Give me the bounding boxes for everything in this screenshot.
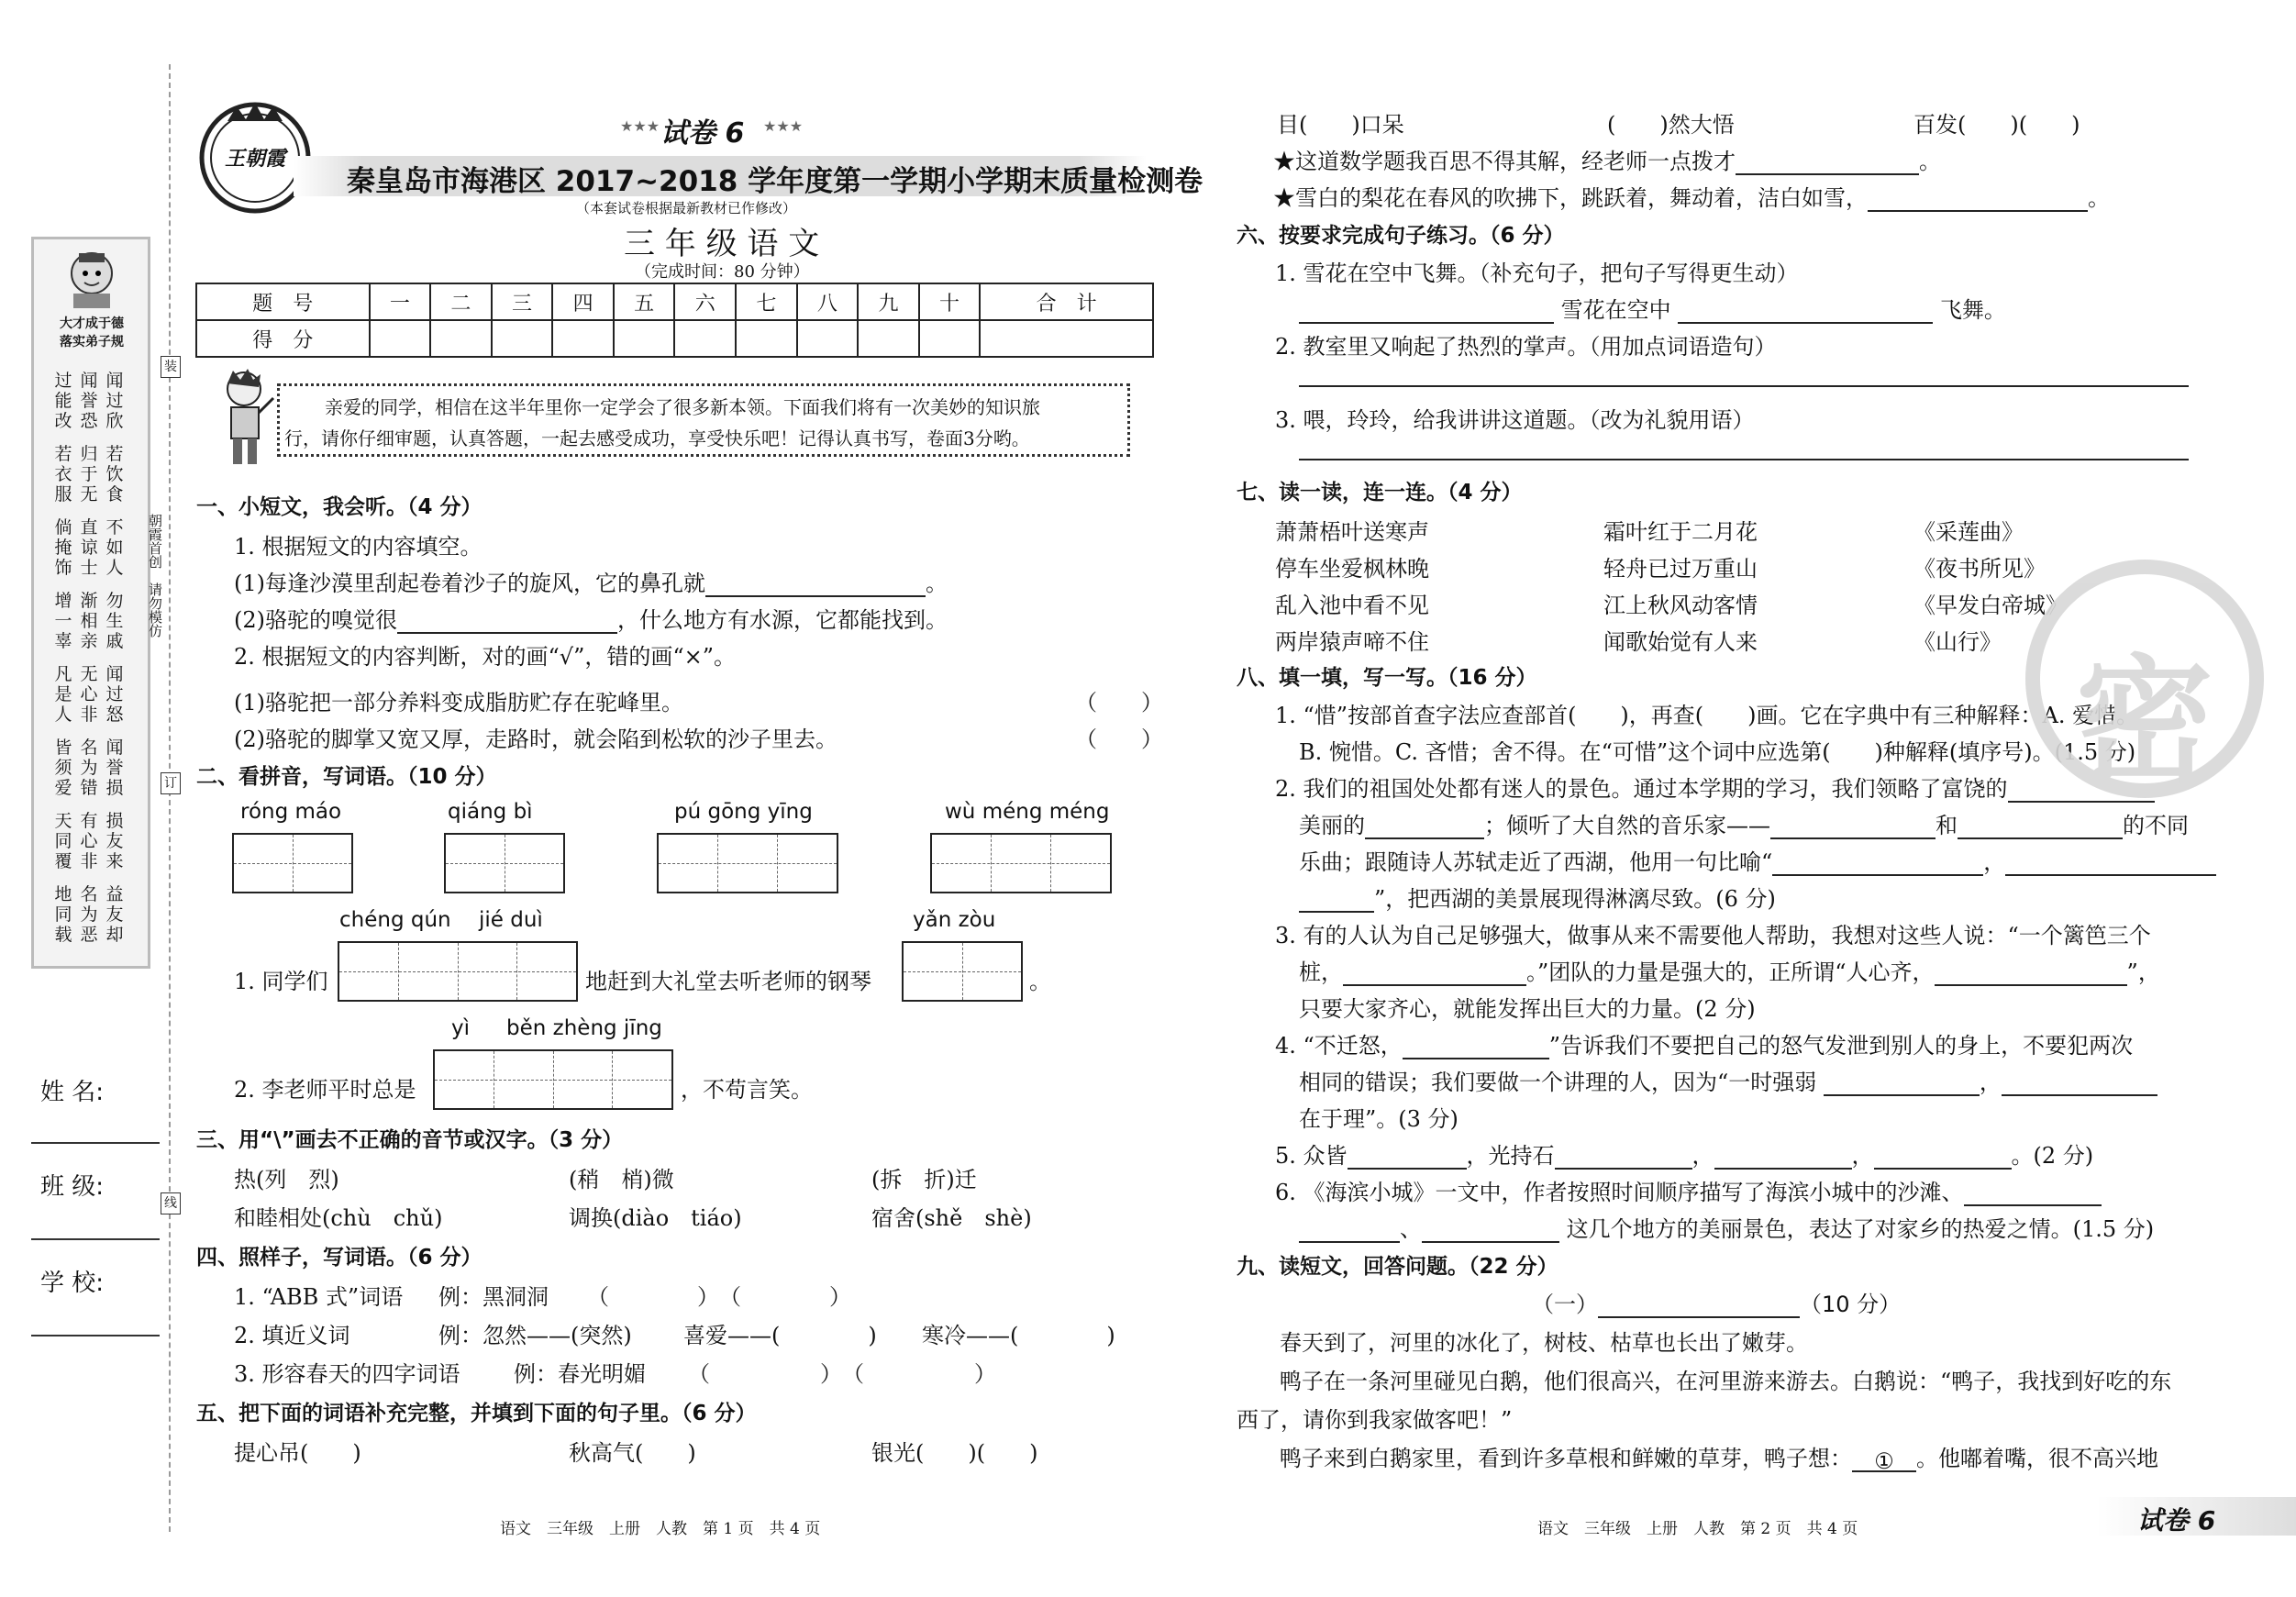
score-header-cell: 题 号 [196, 283, 370, 320]
sidebar-verse: 不如人 [105, 517, 124, 578]
sidebar-verse: 过能改 [54, 371, 72, 431]
school-line[interactable] [31, 1335, 160, 1336]
q8-blank[interactable] [2005, 852, 2216, 876]
q3-item[interactable]: 热(列 烈) [234, 1167, 339, 1192]
exam-title: 秦皇岛市海港区 2017~2018 学年度第一学期小学期末质量检测卷 [347, 165, 1203, 198]
q8-line: B. 惋惜。C. 吝惜；舍不得。在“可惜”这个词中应选第( )种解释(填序号)。(1.5 分) [1299, 739, 2136, 765]
sidebar-verse: 有心非 [80, 811, 98, 871]
q4-row2-label: 2. 填近义词 [234, 1323, 350, 1348]
q8-text: 5. 众皆 [1275, 1143, 1348, 1169]
q9-blank-number: ① [1874, 1448, 1894, 1474]
pinyin: pú gōng yīng [674, 800, 813, 824]
series-label: 试卷 6 [660, 117, 745, 150]
q8-line [1275, 771, 2155, 803]
margin-note-xian: 线 [161, 1192, 181, 1214]
q8-line: 相同的错误；我们要做一个讲理的人，因为“一时强弱 ， [1299, 1064, 2157, 1096]
footer-right: 语文 三年级 上册 人教 第 2 页 共 4 页 [1537, 1520, 1858, 1538]
q7-item[interactable]: 霜叶红于二月花 [1603, 519, 1758, 545]
q1-line-6: (2)骆驼的脚掌又宽又厚，走路时，就会陷到松软的沙子里去。 [234, 726, 837, 752]
q4-row1-label: 1. “ABB 式”词语 [234, 1284, 404, 1310]
school-label: 学 校: [40, 1270, 105, 1297]
score-cell[interactable] [370, 320, 431, 357]
score-table-header-row [196, 283, 1153, 320]
q3-item[interactable]: 宿舍(shě shè) [871, 1205, 1032, 1231]
sidebar-verse: 闻过怒 [105, 664, 124, 725]
q8-text: 桩， [1299, 959, 1343, 985]
q8-line [1275, 1027, 2133, 1059]
q8-text: ”， [2126, 959, 2160, 985]
q9-text: 。他嘟着嘴，很不高兴地 [1916, 1446, 2158, 1471]
q8-line: 只要大家齐心，就能发挥出巨大的力量。(2 分) [1299, 996, 1756, 1022]
q1-line-4: 2. 根据短文的内容判断，对的画“√”，错的画“×”。 [234, 644, 737, 670]
writing-grid[interactable] [657, 833, 838, 893]
q7-item[interactable]: 《早发白帝城》 [1913, 593, 2068, 618]
sidebar-verse: 地同载 [54, 884, 72, 945]
q2-sentence-2-start: 2. 李老师平时总是 [234, 1077, 416, 1103]
q6-line-3: 3. 喂，玲玲，给我讲讲这道题。（改为礼貌用语） [1275, 407, 1755, 433]
score-header-cell: 九 [858, 283, 919, 320]
q8-line: 1. “惜”按部首查字法应查部首( )，再查( )画。它在字典中有三种解释：A. 爱惜。 [1275, 703, 2139, 728]
writing-grid[interactable] [433, 1049, 673, 1110]
q8-line [1299, 954, 2160, 986]
q8-blank[interactable] [1555, 1146, 1692, 1170]
sidebar-verse: 勿生戚 [105, 591, 124, 651]
q1-line-5: (1)骆驼把一部分养料变成脂肪贮存在驼峰里。 [234, 690, 683, 715]
q9-paragraph: 西了，请你到我家做客吧！” [1237, 1407, 1513, 1433]
q1-punct: 。 [926, 571, 948, 596]
q5-word[interactable]: 秋高气( ) [569, 1440, 696, 1466]
q2-sentence-1-start: 1. 同学们 [234, 969, 328, 994]
q5-text: ★这道数学题我百思不得其解，经老师一点拨才 [1273, 149, 1736, 174]
score-header-cell: 一 [370, 283, 431, 320]
footer-tag: 试卷 6 [2137, 1505, 2216, 1536]
q5-word[interactable]: 银光( )( ) [871, 1440, 1038, 1466]
q8-line [1275, 1174, 2102, 1206]
q1-answer-paren[interactable]: （ ） [1075, 726, 1163, 752]
name-label: 姓 名: [40, 1079, 105, 1106]
q8-text: 的不同 [2123, 813, 2189, 838]
q9-paragraph: 春天到了，河里的冰化了，树枝、枯草也长出了嫩芽。 [1280, 1330, 1808, 1356]
q5-punct: 。 [1919, 149, 1941, 174]
q8-text: 2. 我们的祖国处处都有迷人的景色。通过本学期的学习，我们领略了富饶的 [1275, 776, 2008, 802]
q5-text: ★雪白的梨花在春风的吹拂下，跳跃着，舞动着，洁白如雪， [1273, 185, 1868, 211]
q5-word[interactable]: ( )然大悟 [1607, 112, 1735, 138]
q3-item[interactable]: 调换(diào tiáo) [569, 1205, 742, 1231]
sidebar-verse: 若饮食 [105, 444, 124, 505]
q9-title-blank[interactable] [1598, 1294, 1800, 1318]
sidebar-verse: 名为错 [80, 738, 98, 798]
q8-line: 3. 有的人认为自己足够强大，做事从来不需要他人帮助，我想对这些人说：“一个篱笆三个 [1275, 923, 2151, 948]
q8-blank[interactable] [1935, 962, 2127, 986]
q8-text: ”告诉我们不要把自己的怒气发泄到别人的身上，不要犯两次 [1548, 1033, 2134, 1059]
q1-blank[interactable] [397, 610, 617, 634]
margin-note-ding: 订 [161, 772, 181, 794]
q6-line-1: 1. 雪花在空中飞舞。（补充句子，把句子写得更生动） [1275, 261, 1799, 286]
q8-text: ，光持石 [1466, 1143, 1555, 1169]
q8-line: 乐曲；跟随诗人苏轼走近了西湖，他用一句比喻“ ， [1299, 844, 2216, 876]
sidebar-verse: 若衣服 [54, 444, 72, 505]
q4-row2-example: 例：忽然——(突然) [438, 1323, 632, 1348]
q4-title: 四、照样子，写词语。（6 分） [196, 1246, 482, 1270]
q8-blank[interactable] [2002, 1072, 2157, 1096]
q5-blank[interactable] [1868, 188, 2088, 212]
q8-text: 和 [1936, 813, 1958, 838]
q8-line [1299, 881, 1776, 913]
q8-blank[interactable] [1824, 1072, 1980, 1096]
q8-text: 相同的错误；我们要做一个讲理的人，因为“一时强弱 [1299, 1070, 1817, 1095]
q4-row3-example: 例：春光明媚 [514, 1361, 646, 1387]
score-cell[interactable] [736, 320, 797, 357]
q8-blank[interactable] [1964, 1182, 2102, 1206]
q7-item[interactable]: 轻舟已过万重山 [1603, 556, 1758, 582]
q1-line-3 [234, 602, 948, 634]
q9-title: 九、读短文，回答问题。（22 分） [1237, 1255, 1558, 1279]
score-table [195, 283, 1154, 358]
q6-answer-line[interactable] [1299, 459, 2189, 460]
q7-item[interactable]: 两岸猿声啼不住 [1275, 629, 1429, 655]
sidebar-cartoon [46, 246, 138, 310]
q8-blank[interactable] [1874, 1146, 2012, 1170]
pinyin: běn zhèng jīng [506, 1016, 662, 1040]
sidebar-verse: 凡是人 [54, 664, 72, 725]
score-cell[interactable] [430, 320, 492, 357]
q8-blank[interactable] [1299, 889, 1374, 913]
q6-text: 飞舞。 [1939, 297, 2006, 323]
sidebar-motto-2: 落实弟子规 [60, 335, 124, 349]
q8-title: 八、填一填，写一写。（16 分） [1237, 666, 1537, 690]
score-cell[interactable] [552, 320, 614, 357]
q1-text: (2)骆驼的嗅觉很 [234, 607, 397, 633]
q3-title: 三、用“\”画去不正确的音节或汉字。（3 分） [196, 1128, 624, 1152]
q1-text: ，什么地方有水源，它都能找到。 [617, 607, 948, 633]
time-limit: （完成时间：80 分钟） [635, 262, 810, 282]
q8-text: 乐曲；跟随诗人苏轼走近了西湖，他用一句比喻“ [1299, 849, 1773, 875]
q7-item[interactable]: 《采莲曲》 [1913, 519, 2024, 545]
sidebar-verse: 倘掩饰 [54, 517, 72, 578]
q8-blank[interactable] [1299, 1219, 1400, 1243]
logo-text: 王朝霞 [224, 147, 285, 171]
q1-answer-paren[interactable]: （ ） [1075, 690, 1163, 715]
q8-blank[interactable] [1403, 1036, 1549, 1059]
q1-line-2 [234, 565, 948, 597]
intro-line-1: 亲爱的同学，相信在这半年里你一定学会了很多新本领。下面我们将有一次美妙的知识旅 [325, 396, 1040, 418]
left-margin-dashed-line [169, 64, 171, 1532]
score-header-cell: 六 [674, 283, 736, 320]
name-line[interactable] [31, 1142, 160, 1144]
score-header-cell: 三 [492, 283, 553, 320]
q7-item[interactable]: 江上秋风动客情 [1603, 593, 1758, 618]
q6-blank[interactable] [1678, 300, 1933, 324]
q4-row2-answer[interactable]: 寒冷——( ) [922, 1323, 1115, 1348]
score-cell[interactable] [492, 320, 553, 357]
q1-title: 一、小短文，我会听。（4 分） [196, 495, 482, 519]
sidebar-verse: 渐相亲 [80, 591, 98, 651]
q8-blank[interactable] [1422, 1219, 1559, 1243]
q8-text: ；倾听了大自然的音乐家—— [1484, 813, 1770, 838]
q6-line-1-fill [1299, 292, 2006, 324]
q7-item[interactable]: 《夜书所见》 [1913, 556, 2046, 582]
sidebar-verse: 皆须爱 [54, 738, 72, 798]
q5-word[interactable]: 提心吊( ) [234, 1440, 361, 1466]
q8-blank[interactable] [1772, 852, 1983, 876]
q7-item[interactable]: 乱入池中看不见 [1275, 593, 1429, 618]
q2-sentence-1-mid: 地赶到大礼堂去听老师的钢琴 [585, 969, 871, 994]
q3-item[interactable]: (拆 折)迁 [871, 1167, 977, 1192]
q5-word[interactable]: 百发( )( ) [1913, 112, 2080, 138]
q8-text: 美丽的 [1299, 813, 1365, 838]
q7-item[interactable]: 停车坐爱枫林晚 [1275, 556, 1429, 582]
pinyin: róng máo [240, 800, 342, 824]
q7-item[interactable]: 萧萧梧叶送寒声 [1275, 519, 1429, 545]
q7-title: 七、读一读，连一连。（4 分） [1237, 481, 1523, 505]
sidebar-verse: 益友却 [105, 884, 124, 945]
score-label-cell: 得 分 [196, 320, 370, 357]
score-cell[interactable] [614, 320, 675, 357]
q6-answer-line[interactable] [1299, 385, 2189, 387]
series-stars-left: ★★★ [620, 117, 660, 135]
q8-blank[interactable] [1365, 815, 1484, 839]
q4-row3-label: 3. 形容春天的四字词语 [234, 1361, 460, 1387]
sidebar-verse: 损友来 [105, 811, 124, 871]
q8-blank[interactable] [1958, 815, 2123, 839]
q1-text: (1)每逢沙漠里刮起卷着沙子的旋风，它的鼻孔就 [234, 571, 705, 596]
score-header-cell: 二 [430, 283, 492, 320]
q8-text: (2 分) [2033, 1143, 2094, 1169]
sidebar-verse: 直谅士 [80, 517, 98, 578]
q8-blank[interactable] [1770, 815, 1936, 839]
q2-sentence-1-end: 。 [1029, 969, 1051, 994]
pinyin: qiáng bì [448, 800, 533, 824]
q5-sentence-2 [1273, 180, 2110, 212]
q8-text: ”，把西湖的美景展现得淋漓尽致。(6 分) [1374, 886, 1776, 912]
q3-item[interactable]: (稍 梢)微 [569, 1167, 674, 1192]
sidebar-verse: 名为恶 [80, 884, 98, 945]
writing-grid[interactable] [444, 833, 565, 893]
class-label: 班 级: [40, 1173, 105, 1201]
confidential-stamp [2025, 560, 2264, 803]
score-cell[interactable] [797, 320, 859, 357]
q5-blank[interactable] [1736, 151, 1919, 175]
score-table-score-row [196, 320, 1153, 357]
q6-text: 雪花在空中 [1560, 297, 1671, 323]
writing-grid[interactable] [232, 833, 353, 893]
score-cell[interactable] [674, 320, 736, 357]
pinyin: chéng qún [339, 908, 451, 932]
sidebar-verse: 无心非 [80, 664, 98, 725]
q5-punct: 。 [2088, 185, 2110, 211]
q8-line: 、 这几个地方的美丽景色，表达了对家乡的热爱之情。(1.5 分) [1299, 1211, 2154, 1243]
score-header-cell: 合 计 [980, 283, 1153, 320]
q4-row2-answer[interactable]: 喜爱——( ) [683, 1323, 877, 1348]
score-header-cell: 四 [552, 283, 614, 320]
q8-blank[interactable] [1343, 962, 1526, 986]
q9-sub-label: （一） [1532, 1292, 1598, 1317]
writing-grid[interactable] [338, 941, 578, 1002]
q2-sentence-2-end: ，不苟言笑。 [681, 1077, 813, 1103]
score-cell[interactable] [858, 320, 919, 357]
q2-title: 二、看拼音，写词语。（10 分） [196, 765, 497, 789]
q8-line: 5. 众皆 ，光持石 ， ， 。(2 分) [1275, 1143, 2094, 1169]
footer-left: 语文 三年级 上册 人教 第 1 页 共 4 页 [500, 1520, 821, 1538]
q9-paragraph: 鸭子在一条河里碰见白鹅，他们很高兴，在河里游来游去。白鹅说：“鸭子，我找到好吃的东 [1280, 1369, 2172, 1394]
sidebar-verse: 增一辜 [54, 591, 72, 651]
sidebar-motto-1: 大才成于德 [60, 316, 124, 331]
student-cartoon [213, 367, 277, 468]
sidebar-verse: 闻誉损 [105, 738, 124, 798]
q6-blank[interactable] [1299, 300, 1554, 324]
q3-item[interactable]: 和睦相处(chù chǔ) [234, 1205, 443, 1231]
q9-subtitle [1532, 1286, 1901, 1318]
q7-item[interactable]: 《山行》 [1913, 629, 2002, 655]
q8-blank[interactable] [1714, 1146, 1852, 1170]
q7-item[interactable]: 闻歌始觉有人来 [1603, 629, 1758, 655]
score-header-cell: 七 [736, 283, 797, 320]
score-header-cell: 八 [797, 283, 859, 320]
q8-text: 。”团队的力量是强大的，正所谓“人心齐， [1526, 959, 1935, 985]
edition-note: （本套试卷根据最新教材已作修改） [576, 200, 797, 216]
score-cell[interactable] [980, 320, 1153, 357]
pinyin: yǎn zòu [913, 908, 996, 932]
sidebar-verse: 闻誉恐 [80, 371, 98, 431]
series-stars-right: ★★★ [763, 117, 804, 135]
q9-paragraph [1280, 1440, 2158, 1472]
q8-text: 这几个地方的美丽景色，表达了对家乡的热爱之情。(1.5 分) [1566, 1216, 2155, 1242]
class-line[interactable] [31, 1238, 160, 1240]
q4-row3-answer[interactable]: （ ） （ ） [688, 1361, 996, 1387]
q1-blank[interactable] [705, 573, 926, 597]
score-cell[interactable] [919, 320, 981, 357]
sidebar-verse: 天同覆 [54, 811, 72, 871]
q9-sub-score: （10 分） [1800, 1292, 1902, 1317]
pinyin: yì [451, 1016, 471, 1040]
subject-title: 三 年 级 语 文 [624, 226, 820, 262]
q5-sentence-1 [1273, 143, 1941, 175]
q5-title: 五、把下面的词语补充完整，并填到下面的句子里。（6 分） [196, 1402, 757, 1425]
pinyin: jié duì [479, 908, 543, 932]
q9-text: 鸭子来到白鹅家里，看到许多草根和鲜嫩的草芽，鸭子想： [1280, 1446, 1852, 1471]
q8-text: 6. 《海滨小城》一文中，作者按照时间顺序描写了海滨小城中的沙滩、 [1275, 1180, 1964, 1205]
sidebar-verse: 归于无 [80, 444, 98, 505]
pinyin: wù méng méng [945, 800, 1110, 824]
q8-line: 在于理”。(3 分) [1299, 1106, 1459, 1132]
q9-blank-1[interactable] [1852, 1448, 1916, 1472]
score-header-cell: 五 [614, 283, 675, 320]
sidebar-verse: 闻过欣 [105, 371, 124, 431]
margin-note-zhuang: 装 [161, 356, 181, 378]
q8-line [1299, 807, 2189, 839]
q8-blank[interactable] [1348, 1146, 1467, 1170]
q5-word[interactable]: 目( )口呆 [1277, 112, 1404, 138]
q6-line-2: 2. 教室里又响起了热烈的掌声。（用加点词语造句） [1275, 334, 1777, 360]
stamp-text: 密 [2075, 643, 2213, 803]
q1-line-1: 1. 根据短文的内容填空。 [234, 534, 482, 560]
vertical-copyright-note: 朝霞首创 请勿模仿 [147, 514, 163, 638]
intro-line-2: 行，请你仔细审题，认真答题，一起去感受成功，享受快乐吧！记得认真书写，卷面3分哟。 [284, 427, 1030, 449]
writing-grid[interactable] [902, 941, 1023, 1002]
q4-row1-example: 例：黑洞洞 [438, 1284, 549, 1310]
writing-grid[interactable] [930, 833, 1112, 893]
q4-row1-answer[interactable]: （ ） （ ） [587, 1284, 851, 1310]
q6-title: 六、按要求完成句子练习。（6 分） [1237, 224, 1565, 248]
sidebar-di-zi-gui [53, 371, 136, 958]
score-header-cell: 十 [919, 283, 981, 320]
q8-text: 4. “不迁怒， [1275, 1033, 1403, 1059]
